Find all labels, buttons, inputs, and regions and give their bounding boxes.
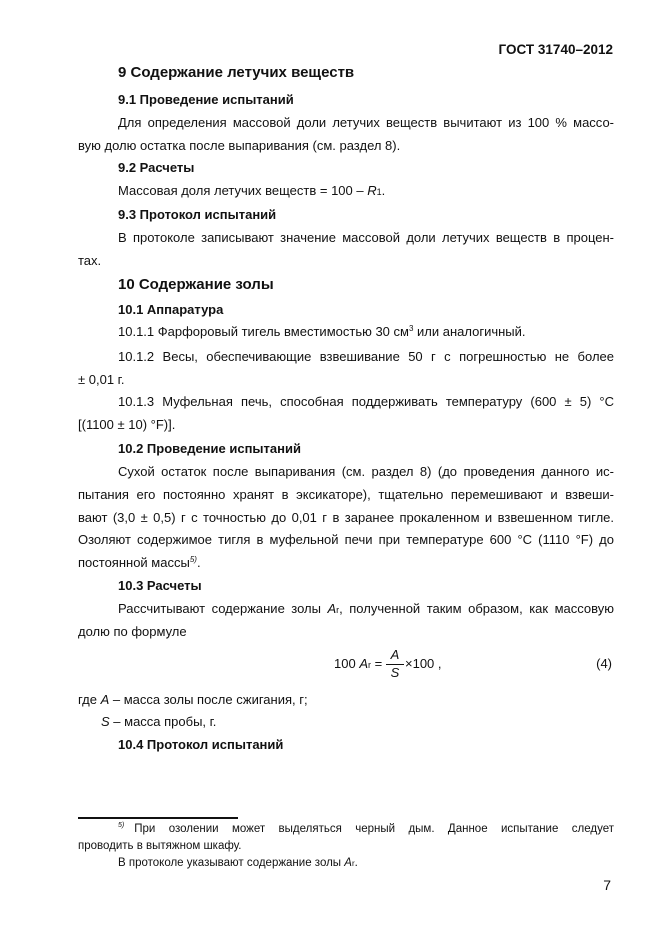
para-10-2-line-4: Озоляют содержимое тигля в муфельной печи при температуре 600 °C (1110 °F) до <box>78 532 614 547</box>
para-10-2-line-2: пытания его постоянно хранят в эксикаторе), тщательно перемешивают и взвеши- <box>78 487 614 502</box>
para-9-2-text: Массовая доля летучих веществ = 100 – <box>118 183 368 198</box>
where-prefix: где <box>78 692 101 707</box>
footnote-line-1 <box>118 823 614 835</box>
subsection-10-1-title: 10.1 Аппаратура <box>118 302 224 317</box>
para-10-1-3-line-2: [(1100 ± 10) °F)]. <box>78 417 176 432</box>
para-10-1-3-line-1: 10.1.3 Муфельная печь, способная поддерживать температуру (600 ± 5) °C <box>118 394 614 409</box>
formula-denominator: S <box>390 665 400 680</box>
footnote-var-a: A <box>344 857 352 869</box>
formula-rhs <box>405 656 442 671</box>
subsection-9-2-title: 9.2 Расчеты <box>118 160 195 175</box>
para-10-2-line-1: Сухой остаток после выпаривания (см. раздел 8) (до проведения данного ис- <box>118 464 614 479</box>
formula-number: (4) <box>596 656 612 671</box>
subsection-10-2-title: 10.2 Проведение испытаний <box>118 441 301 456</box>
para-10-1-1 <box>118 324 526 339</box>
var-r: R <box>367 183 377 198</box>
para-9-1-line-2: вую долю остатка после выпаривания (см. раздел 8). <box>78 138 401 153</box>
cubic-superscript: 3 <box>408 324 414 333</box>
footnote-reference: 5) <box>189 555 197 564</box>
para-9-2 <box>118 183 385 198</box>
subsection-9-3-title: 9.3 Протокол испытаний <box>118 207 277 222</box>
formula-lhs-coef: 100 <box>334 656 360 671</box>
para-10-1-1-text: 10.1.1 Фарфоровый тигель вместимостью 30 см <box>118 324 409 339</box>
var-r-subscript: 1 <box>376 187 382 197</box>
para-10-2-line-3: вают (3,0 ± 0,5) г с точностью до 0,01 г в заранее прокаленном и взвешенном тигле. <box>78 510 614 525</box>
para-10-3-line-1a: Рассчитывают содержание золы <box>118 601 328 616</box>
where-var-a: A <box>100 692 110 707</box>
para-10-3-line-1 <box>118 601 614 616</box>
para-9-3-line-1: В протоколе записывают значение массовой доли летучих веществ в процен- <box>118 230 614 245</box>
formula-lhs-var: A <box>359 656 368 671</box>
para-9-1-line-1: Для определения массовой доли летучих веществ вычитают из 100 % массо- <box>118 115 614 130</box>
subsection-10-4-title: 10.4 Протокол испытаний <box>118 737 284 752</box>
para-10-2-line-5-text: постоянной массы <box>78 555 190 570</box>
standard-designation: ГОСТ 31740–2012 <box>498 42 613 57</box>
para-9-3-line-2: тах. <box>78 253 102 268</box>
formula-4 <box>0 647 661 683</box>
footnote-line-3-text: В протоколе указывают содержание золы <box>118 857 345 869</box>
where-text-s: – масса пробы, г. <box>109 714 217 729</box>
footnote-line-2: проводить в вытяжном шкафу. <box>78 840 242 852</box>
where-var-s: S <box>101 714 110 729</box>
formula-rhs-value: 100 , <box>412 656 442 671</box>
section-9-title: 9 Содержание летучих веществ <box>118 64 355 81</box>
var-a-subscript: r <box>336 605 340 615</box>
para-10-1-2-line-1: 10.1.2 Весы, обеспечивающие взвешивание 50 г с погрешностью не более <box>118 349 614 364</box>
where-line-1 <box>78 692 308 707</box>
para-10-2-line-5 <box>78 555 201 570</box>
where-line-2 <box>101 714 216 729</box>
footnote-marker: 5) <box>118 822 125 829</box>
footnote-separator <box>78 817 238 819</box>
footnote-line-1-text: При озолении может выделяться черный дым. Данное испытание следует <box>134 823 614 835</box>
para-9-2-end: . <box>381 183 386 198</box>
formula-lhs-subscript: r <box>367 660 371 670</box>
subsection-9-1-title: 9.1 Проведение испытаний <box>118 92 294 107</box>
para-10-1-1-end: или аналогичный. <box>413 324 526 339</box>
para-10-3-line-1b: , полученной таким образом, как массовую <box>339 601 614 616</box>
para-10-1-2-line-2: ± 0,01 г. <box>78 372 125 387</box>
para-10-2-line-5-end: . <box>196 555 201 570</box>
formula-numerator: A <box>390 647 400 662</box>
footnote-line-3 <box>118 857 358 869</box>
page-number: 7 <box>603 877 611 893</box>
where-text-a: – масса золы после сжигания, г; <box>109 692 308 707</box>
formula-times: × <box>405 656 413 671</box>
footnote-line-3-end: . <box>354 857 358 869</box>
subsection-10-3-title: 10.3 Расчеты <box>118 578 202 593</box>
footnote-var-a-subscript: r <box>351 859 355 868</box>
var-a: A <box>327 601 337 616</box>
section-10-title: 10 Содержание золы <box>118 276 274 293</box>
formula-lhs <box>334 656 382 671</box>
para-10-3-line-2: долю по формуле <box>78 624 187 639</box>
formula-equals: = <box>370 656 383 671</box>
